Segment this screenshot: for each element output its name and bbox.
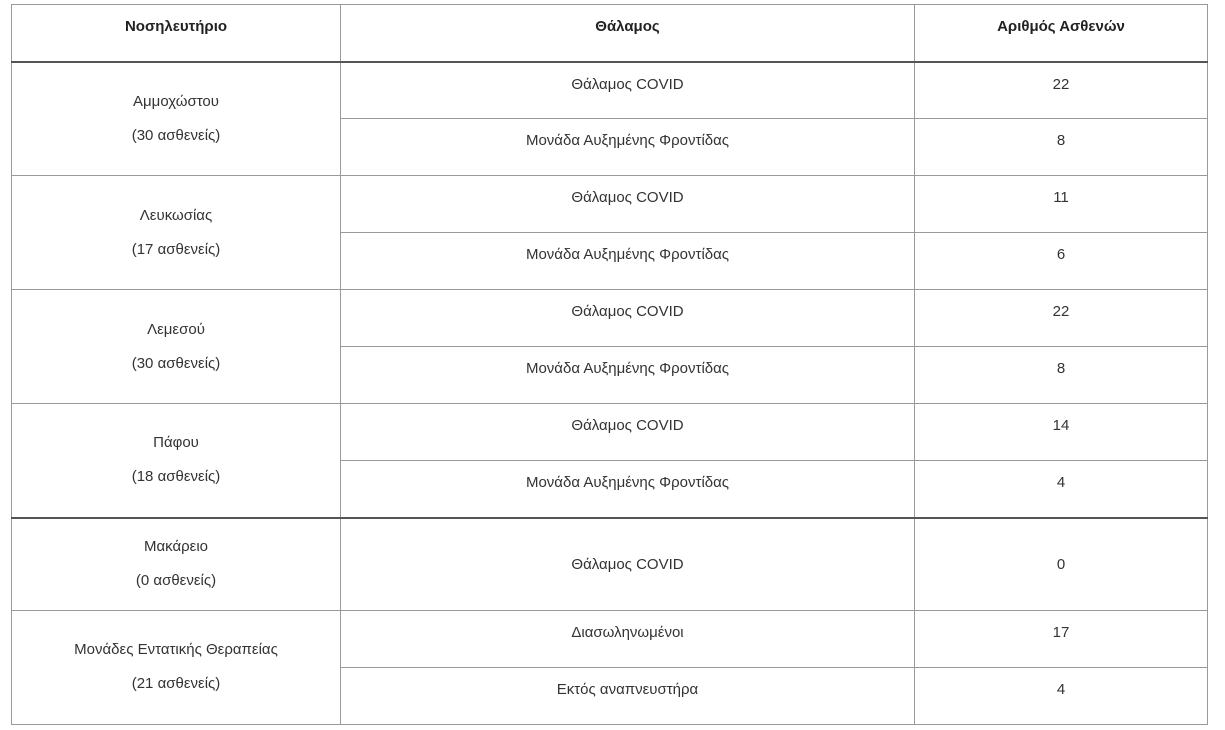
patients-cell: 17 [915, 610, 1208, 667]
hospital-cell [12, 290, 341, 404]
table-row [12, 518, 1208, 611]
table-row [12, 62, 1208, 119]
hospital-name: Λεμεσού [147, 320, 205, 338]
hospital-cell [12, 404, 341, 518]
hospital-name: Μονάδες Εντατικής Θεραπείας [74, 641, 278, 658]
patients-cell: 8 [915, 347, 1208, 404]
hospital-patient-count: (18 ασθενείς) [131, 468, 221, 486]
hospital-patient-count: (17 ασθενείς) [131, 240, 221, 258]
table-container [11, 4, 1208, 725]
patients-cell: 11 [915, 176, 1208, 233]
patients-cell: 22 [915, 290, 1208, 347]
hospital-patient-count: (30 ασθενείς) [131, 354, 221, 372]
hospital-name: Αμμοχώστου [133, 92, 219, 110]
ward-cell: Μονάδα Αυξημένης Φροντίδας [341, 347, 915, 404]
ward-cell: Εκτός αναπνευστήρα [341, 667, 915, 724]
ward-cell: Μονάδα Αυξημένης Φροντίδας [341, 461, 915, 518]
ward-cell: Θάλαμος COVID [341, 404, 915, 461]
hospital-name: Μακάρειο [143, 538, 209, 555]
table-header [12, 5, 1208, 62]
table-row [12, 610, 1208, 667]
header-row [12, 5, 1208, 62]
hospital-cell [12, 518, 341, 611]
table-row [12, 404, 1208, 461]
patients-cell: 14 [915, 404, 1208, 461]
hospital-cell [12, 176, 341, 290]
hospital-patient-count: (21 ασθενείς) [131, 675, 221, 692]
hospital-patients-table [11, 4, 1208, 725]
ward-cell: Μονάδα Αυξημένης Φροντίδας [341, 233, 915, 290]
header-hospital: Νοσηλευτήριο [12, 5, 341, 62]
patients-cell: 4 [915, 461, 1208, 518]
patients-cell: 4 [915, 667, 1208, 724]
ward-cell: Θάλαμος COVID [341, 290, 915, 347]
patients-cell: 6 [915, 233, 1208, 290]
header-patients: Αριθμός Ασθενών [915, 5, 1208, 62]
patients-cell: 22 [915, 62, 1208, 119]
hospital-name: Λευκωσίας [139, 206, 213, 224]
header-ward: Θάλαμος [341, 5, 915, 62]
hospital-name: Πάφου [153, 434, 199, 452]
table-row [12, 290, 1208, 347]
ward-cell: Διασωληνωμένοι [341, 610, 915, 667]
patients-cell: 0 [915, 518, 1208, 611]
ward-cell: Θάλαμος COVID [341, 62, 915, 119]
ward-cell: Θάλαμος COVID [341, 176, 915, 233]
ward-cell: Θάλαμος COVID [341, 518, 915, 611]
hospital-cell [12, 62, 341, 176]
table-row [12, 176, 1208, 233]
hospital-patient-count: (30 ασθενείς) [131, 126, 221, 144]
patients-cell: 8 [915, 119, 1208, 176]
hospital-patient-count: (0 ασθενείς) [135, 572, 217, 589]
table-body [12, 62, 1208, 725]
ward-cell: Μονάδα Αυξημένης Φροντίδας [341, 119, 915, 176]
hospital-cell [12, 610, 341, 724]
